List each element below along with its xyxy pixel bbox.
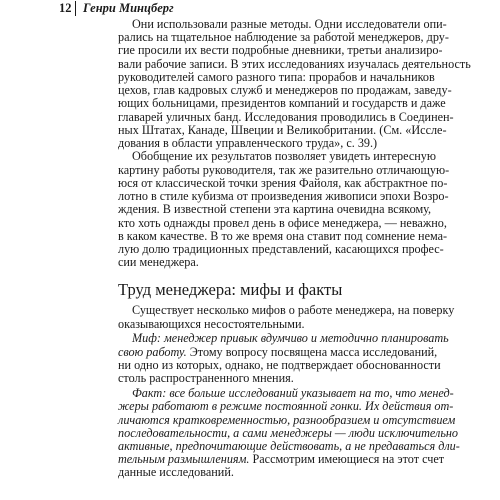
- myth-line: [132, 332, 449, 345]
- body-line: руководителей самого разного типа: прорабов и начальников: [118, 70, 435, 84]
- body-line: лую долю традиционных представлений, касающихся профес-: [118, 242, 444, 256]
- body-line: в каком качестве. В то же время она ставит под сомнение нема-: [118, 229, 448, 243]
- fact-line: активные, предпочитающие действовать, а не предаваться дли-: [118, 439, 460, 453]
- body-line: картину работы руководителя, так же разительно отличающую-: [118, 163, 450, 177]
- body-line: ждения. В известной степени эта картина очевидна всякому,: [118, 202, 432, 216]
- myth-comment: Этому вопросу посвящена масса исследований,: [186, 345, 438, 359]
- body-line: рались на тщательное наблюдение за работой менеджеров, дру-: [118, 30, 449, 44]
- body-line: Существует несколько мифов о работе менеджера, на поверку: [132, 303, 455, 317]
- body-line: Они использовали разные методы. Одни исследователи опи-: [132, 17, 447, 31]
- body-line: кто хоть однажды провел день в офисе менеджера, — неважно,: [118, 216, 447, 230]
- section-heading: Труд менеджера: мифы и факты: [118, 280, 343, 299]
- body-line: Обобщение их результатов позволяет увидеть интересную: [132, 149, 436, 163]
- fact-line: жеры работают в режиме постоянной гонки. Их действия от-: [118, 399, 454, 413]
- body-line: гие просили их вести подробные дневники, третьи анализиро-: [118, 43, 443, 57]
- body-line: главарей уличных банд. Исследования проводились в Соединен-: [118, 110, 454, 124]
- fact-line: личаются кратковременностью, разнообразием и отсутствием: [118, 413, 456, 427]
- body-line: вали рабочие записи. В этих исследованиях изучалась деятельность: [118, 57, 471, 71]
- body-line: оказывающихся несостоятельными.: [118, 317, 305, 331]
- body-line: ных Штатах, Канаде, Швеции и Великобритании. (См. «Иссле-: [118, 123, 447, 137]
- body-line: столь распространенного мнения.: [118, 371, 294, 385]
- body-line: ющих больницами, президентов компаний и государств и даже: [118, 96, 446, 110]
- body-line: лотно в стиле кубизма от произведения живописи эпохи Возро-: [118, 189, 449, 203]
- page-number: 12: [59, 1, 72, 15]
- myth-statement: свою работу.: [118, 345, 187, 359]
- fact-line: Факт: все больше исследований указывает на то, что менед-: [132, 386, 454, 400]
- fact-statement: тельным размышлениям.: [118, 452, 250, 466]
- fact-comment: Рассмотрим имеющиеся на этот счет: [249, 452, 445, 466]
- running-head-author: Генри Минцберг: [83, 1, 174, 15]
- body-line: сии менеджера.: [118, 255, 199, 269]
- body-line: данные исследований.: [118, 465, 234, 479]
- body-line: юся от классической точки зрения Файоля, как абстрактное по-: [118, 176, 448, 190]
- myth-statement: Миф: менеджер привык вдумчиво и методично планировать: [132, 331, 449, 345]
- body-line: ни одно из которых, однако, не подтверждает обоснованности: [118, 358, 441, 372]
- body-line: цехов, глав кадровых служб и менеджеров по продажам, заведу-: [118, 83, 452, 97]
- fact-line: последовательности, а сами менеджеры — люди исключительно: [118, 426, 459, 440]
- body-line: дования в области управленческого труда», с. 39.): [118, 136, 378, 150]
